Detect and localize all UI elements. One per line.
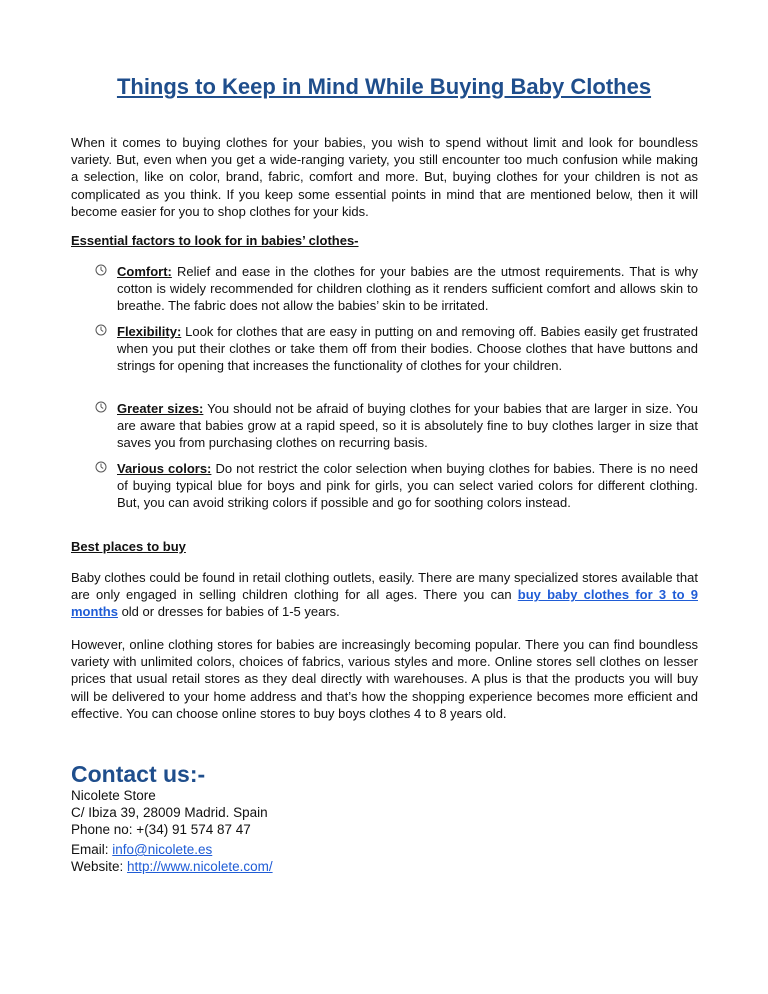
factor-term: Flexibility: (117, 324, 182, 339)
factor-text (117, 323, 698, 375)
best-places-heading: Best places to buy (71, 539, 186, 554)
factors-heading: Essential factors to look for in babies’ clothes- (71, 233, 359, 248)
email-link[interactable]: info@nicolete.es (112, 842, 213, 857)
contact-store-name: Nicolete Store (71, 788, 156, 803)
intro-paragraph: When it comes to buying clothes for your babies, you wish to spend without limit and look for boundless variety. But, even when you get a wide-ranging variety, you still encounter too much confusion while making a selection, like on color, brand, fabric, comfort and more. But, buying clothes for your children is not as complicated as you think. If you keep some essential points in mind that are mentioned below, then it will become easier for you to shop clothes for your kids. (71, 135, 698, 219)
email-label: Email: (71, 842, 113, 857)
clock-bullet-icon (94, 460, 108, 474)
page-title: Things to Keep in Mind While Buying Baby Clothes (116, 74, 652, 99)
factor-term: Greater sizes: (117, 401, 204, 416)
contact-heading: Contact us:- (71, 761, 206, 787)
contact-website-line (71, 858, 273, 875)
factor-term: Comfort: (117, 264, 172, 279)
clock-bullet-icon (94, 323, 108, 337)
contact-email-line (71, 841, 212, 858)
factor-term: Various colors: (117, 461, 212, 476)
factor-text (117, 460, 698, 512)
clock-bullet-icon (94, 263, 108, 277)
buy-baby-clothes-link[interactable]: buy baby clothes for 3 to 9 months (71, 587, 698, 620)
best-places-text-before: Baby clothes could be found in retail clothing outlets, easily. There are many specialized stores available that are only engaged in selling children clothing for all ages. There you can (71, 570, 698, 603)
factor-text (117, 400, 698, 452)
factor-description: Relief and ease in the clothes for your babies are the utmost requirements. That is why cotton is widely recommended for children clothing as it renders sufficient comfort and allows skin to breathe. The fabric does not allow the babies’ skin to be irritated. (117, 264, 698, 314)
best-places-paragraph-2: However, online clothing stores for babies are increasingly becoming popular. There you can find boundless variety with unlimited colors, choices of fabrics, various styles and more. Online stores sell clothes on lesser prices that usual retail stores as they deal directly with warehouses. A plus is that the products you will buy will be delivered to your home address and that’s how the shopping experience becomes more efficient and effective. You can choose online stores to buy boys clothes 4 to 8 years old. (71, 637, 698, 721)
factor-text (117, 263, 698, 315)
contact-address: C/ Ibiza 39, 28009 Madrid. Spain (71, 805, 268, 820)
factor-description: Do not restrict the color selection when buying clothes for babies. There is no need of buying typical blue for boys and pink for girls, you can select varied colors for different clothing. But, you can avoid striking colors if possible and go for soothing colors instead. (117, 461, 698, 511)
factor-description: Look for clothes that are easy in putting on and removing off. Babies easily get frustrated when you put their clothes or take them off from their bodies. Choose clothes that have buttons and strings for opening that increases the functionality of clothes for your children. (117, 324, 698, 374)
best-places-text-after: old or dresses for babies of 1-5 years. (117, 604, 340, 620)
clock-bullet-icon (94, 400, 108, 414)
website-link[interactable]: http://www.nicolete.com/ (127, 859, 273, 874)
factor-description: You should not be afraid of buying clothes for your babies that are larger in size. You are aware that babies grow at a rapid speed, so it is absolutely fine to buy clothes larger in size that saves you from purchasing clothes on recurring basis. (117, 401, 698, 451)
contact-phone: Phone no: +(34) 91 574 87 47 (71, 822, 251, 837)
best-places-paragraph-1 (71, 569, 698, 621)
website-label: Website: (71, 859, 128, 874)
